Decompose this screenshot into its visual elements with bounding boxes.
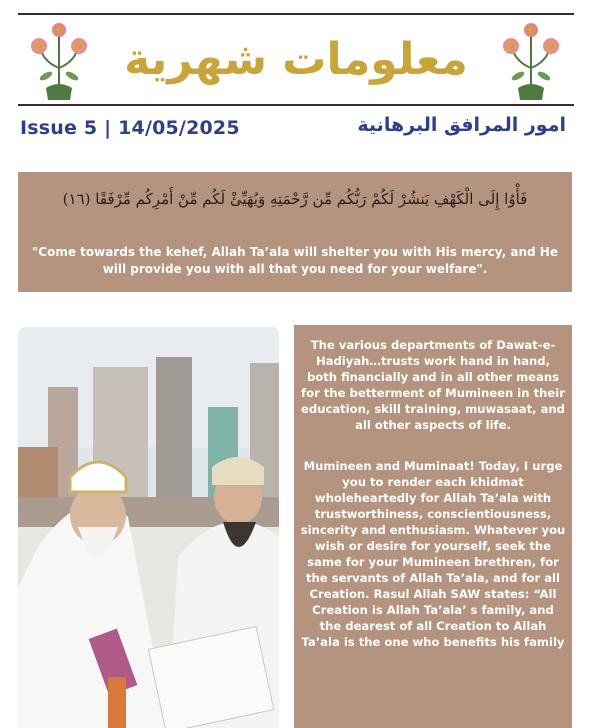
article-paragraph: Mumineen and Muminaat! Today, I urge you to render each khidmat wholeheartedly for Allah Ta’ala with trustworthiness, conscientiousness, sincerity and enthusiasm. Whatever you wish or desire for yourself, seek the same for your Mumineen brethren, for the servants of Allah Ta’ala, and for all Creation. Rasul Allah SAW states: “All Creation is Allah Ta’ala’ s family, and the dearest of all Creation to Allah Ta’ala is the one who benefits his family [300, 459, 566, 649]
page-title: معلومات شهرية [124, 33, 468, 85]
publication-subtitle: امور المرافق البرهانية [357, 114, 566, 136]
header-rule [18, 104, 574, 106]
floral-vase-icon [26, 18, 92, 102]
quote-english: "Come towards the kehef, Allah Ta’ala will shelter you with His mercy, and He will provide you with all that you need for your welfare". [32, 245, 558, 276]
article-panel [294, 325, 572, 728]
quote-arabic: فَأْوُا إِلَى الْكَهْفِ يَنشُرْ لَكُمْ رَبُّكُم مِّن رَّحْمَتِهِ وَيُهَيِّئْ لَكُم مِّنْ أَمْرِكُم مِّرْفَقًا (١٦) [62, 190, 528, 208]
photo [18, 327, 279, 728]
quote-panel [18, 172, 572, 292]
article-paragraph: The various departments of Dawat-e-Hadiyah…trusts work hand in hand, both financially and in all other means for the betterment of Mumineen in their education, skill training, muwasaat, and all other aspects of life. [301, 338, 565, 432]
floral-vase-icon [498, 18, 564, 102]
issue-label: Issue 5 | 14/05/2025 [20, 117, 240, 139]
